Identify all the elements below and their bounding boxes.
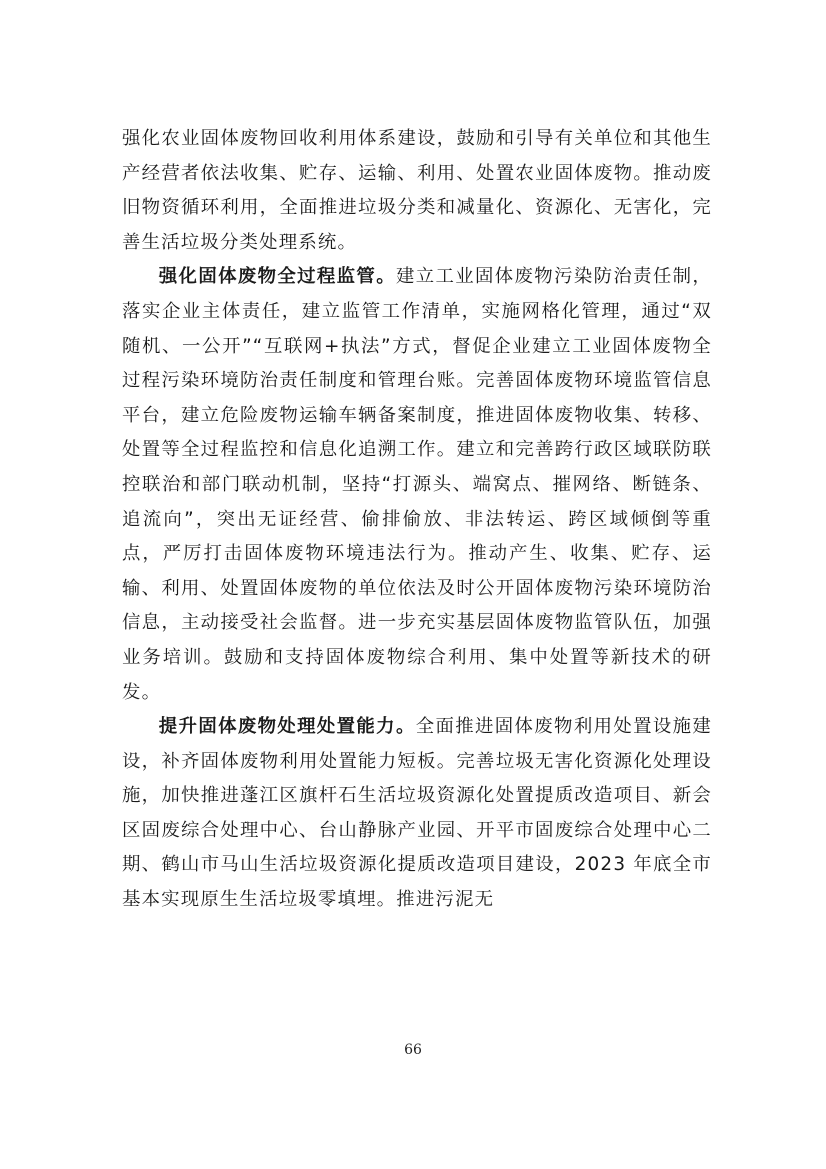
body-text [122,122,712,918]
paragraph-text: 强化农业固体废物回收利用体系建设，鼓励和引导有关单位和其他生产经营者依法收集、贮存、运输、利用、处置农业固体废物。推动废旧物资循环利用，全面推进垃圾分类和减量化、资源化、无害化，完善生活垃圾分类处理系统。 [122,128,712,253]
paragraph-lead-heading: 提升固体废物处理处置能力。 [158,716,416,738]
page-number: 66 [404,1042,422,1058]
paragraph-disposal-capacity [122,710,712,918]
paragraph-solid-waste-supervision [122,260,712,710]
paragraph-text: 全面推进固体废物利用处置设施建设，补齐固体废物利用处置能力短板。完善垃圾无害化资源化处理设施，加快推进蓬江区旗杆石生活垃圾资源化处置提质改造项目、新会区固废综合处理中心、台山静脉产业园、开平市固废综合处理中心二期、鹤山市马山生活垃圾资源化提质改造项目建设，2023 年底全市基本实现原生生活垃圾零填埋。推进污泥无 [122,716,712,911]
paragraph-continuation [122,122,712,260]
paragraph-text: 建立工业固体废物污染防治责任制，落实企业主体责任，建立监管工作清单，实施网格化管理，通过“双随机、一公开”“互联网+执法”方式，督促企业建立工业固体废物全过程污染环境防治责任制度和管理台账。完善固体废物环境监管信息平台，建立危险废物运输车辆备案制度，推进固体废物收集、转移、处置等全过程监控和信息化追溯工作。建立和完善跨行政区域联防联控联治和部门联动机制，坚持“打源头、端窝点、摧网络、断链条、追流向”，突出无证经营、偷排偷放、非法转运、跨区域倾倒等重点，严厉打击固体废物环境违法行为。推动产生、收集、贮存、运输、利用、处置固体废物的单位依法及时公开固体废物污染环境防治信息，主动接受社会监督。进一步充实基层固体废物监管队伍，加强业务培训。鼓励和支持固体废物综合利用、集中处置等新技术的研发。 [122,266,713,703]
paragraph-lead-heading: 强化固体废物全过程监管。 [158,266,396,288]
